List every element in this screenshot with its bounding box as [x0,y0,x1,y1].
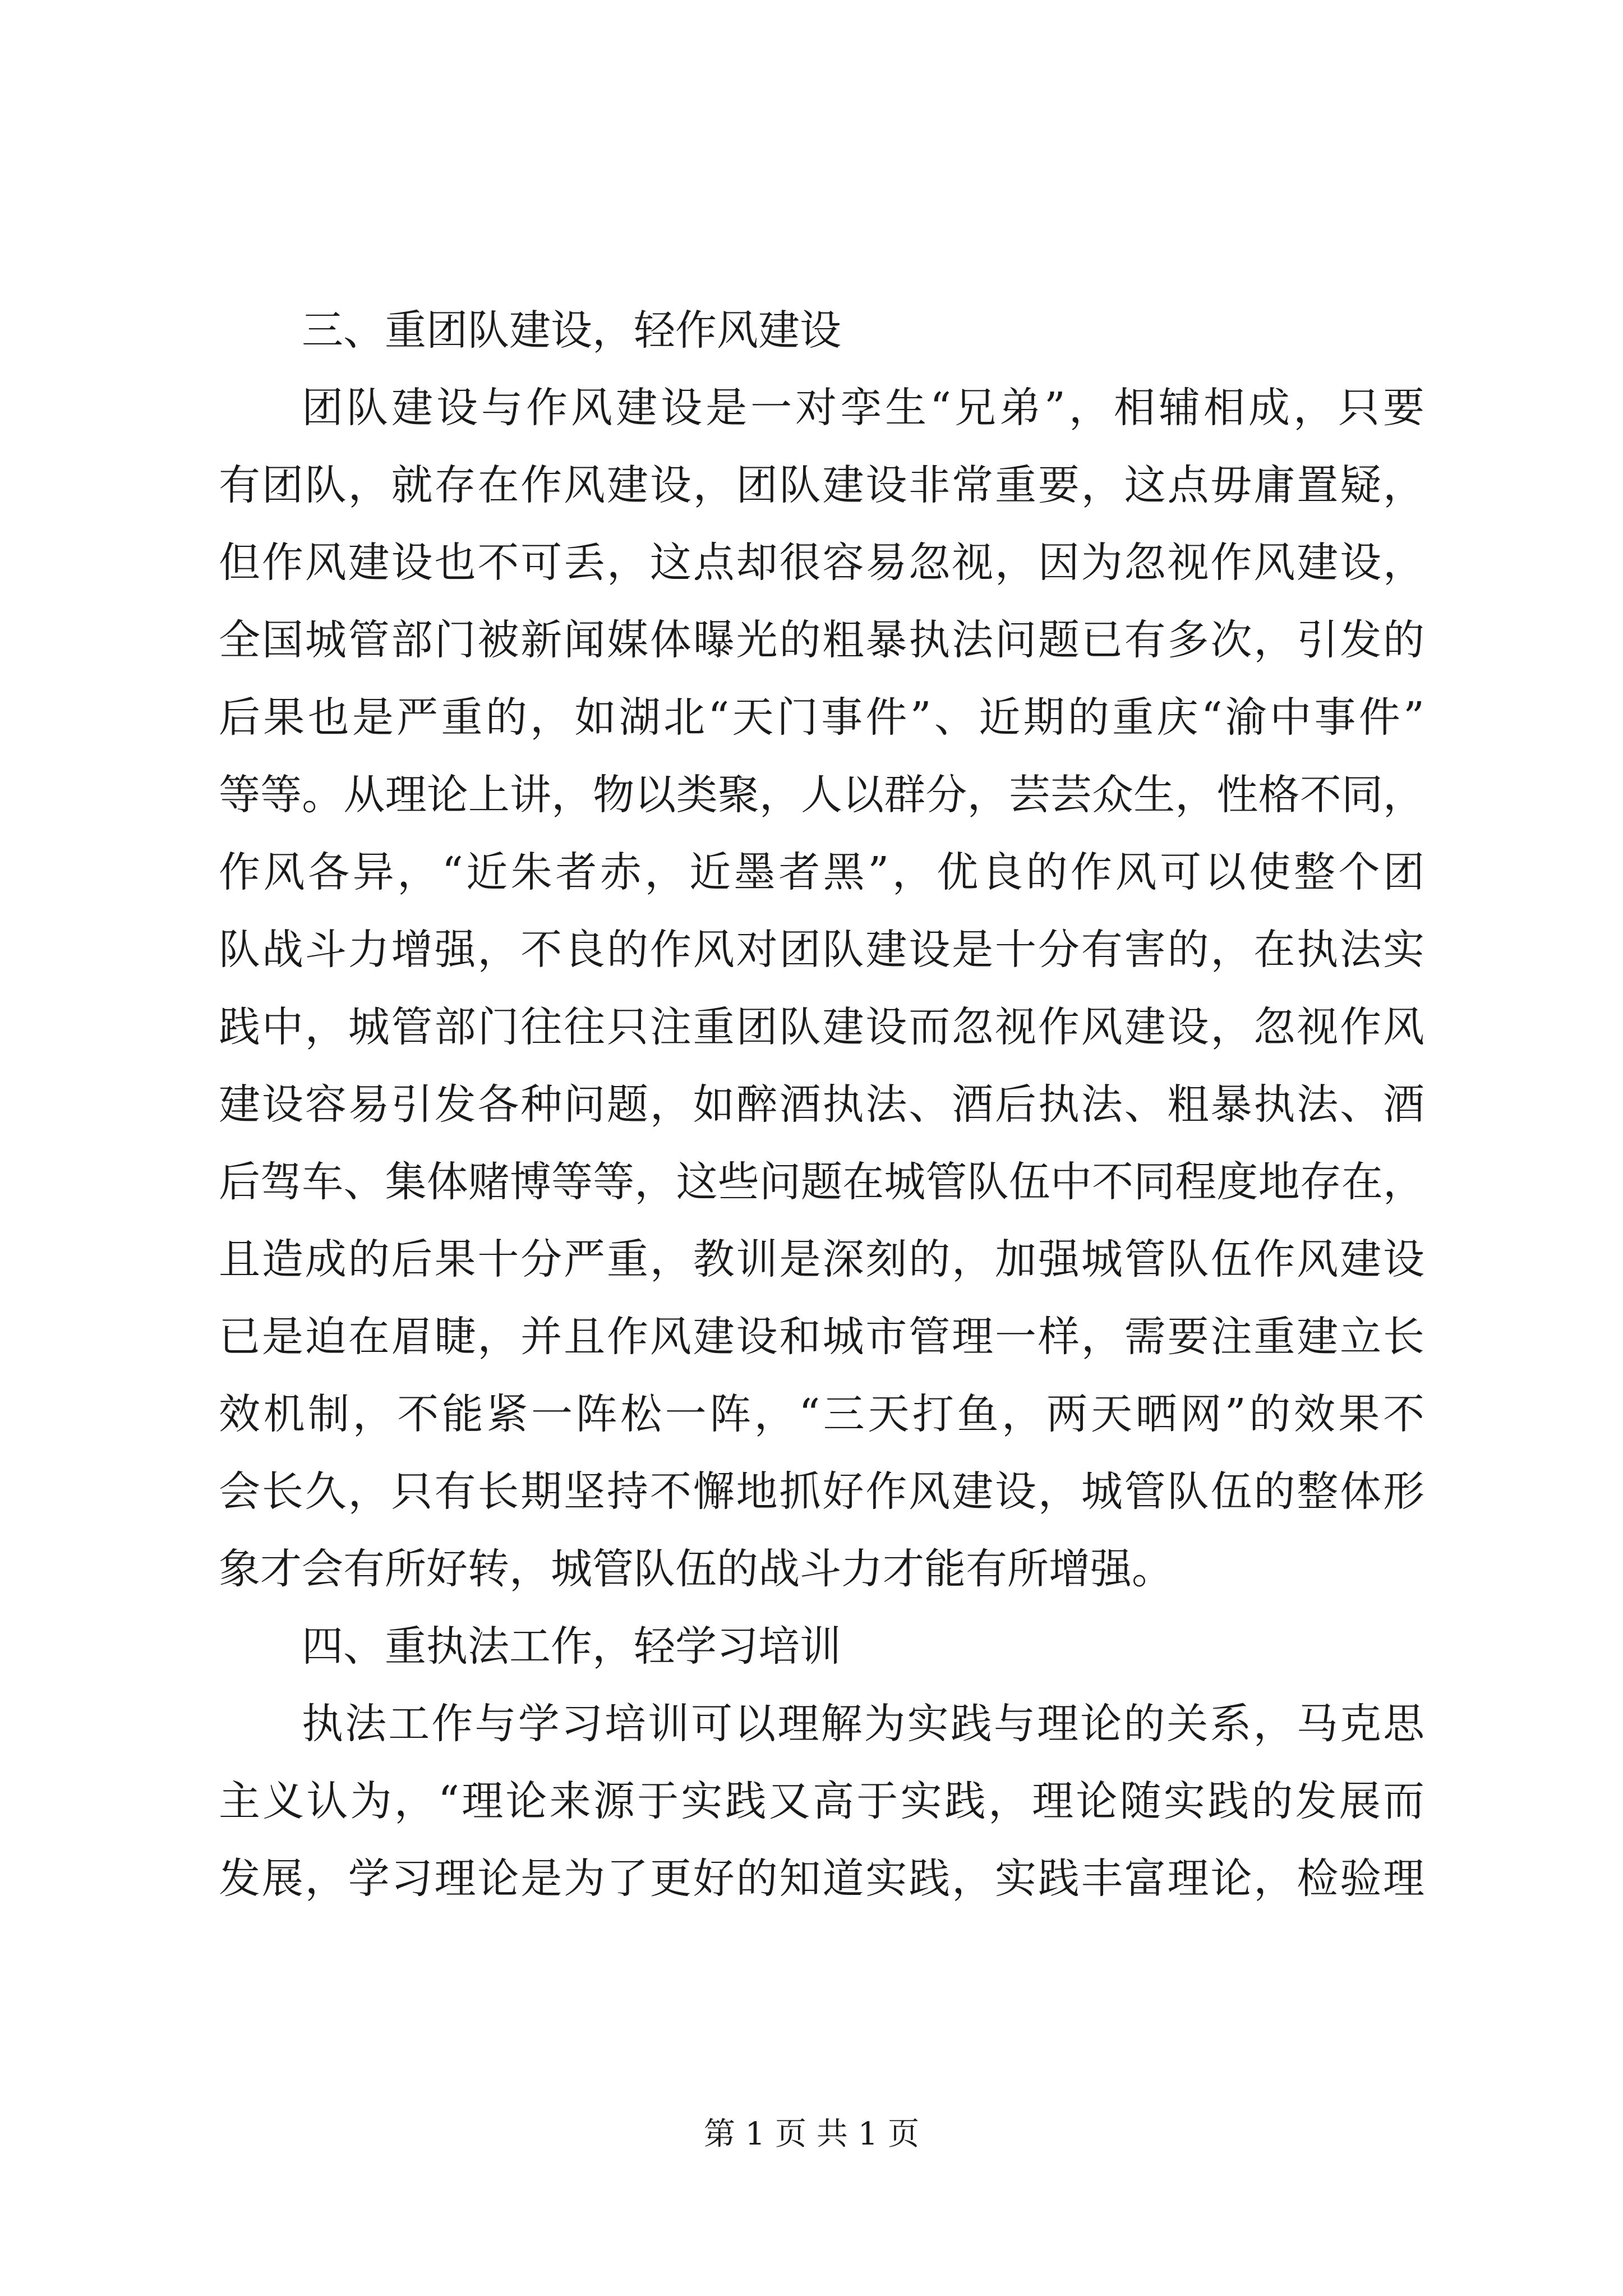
section-heading: 四、重执法工作，轻学习培训 [302,1622,841,1671]
paragraph-line: 效机制，不能紧一阵松一阵，“三天打鱼，两天晒网”的效果不 [219,1390,1424,1438]
paragraph-line: 践中，城管部门往往只注重团队建设而忽视作风建设，忽视作风 [219,1003,1424,1051]
paragraph-line: 且造成的后果十分严重，教训是深刻的，加强城管队伍作风建设 [219,1235,1424,1283]
paragraph-line: 主义认为，“理论来源于实践又高于实践，理论随实践的发展而 [219,1777,1424,1825]
paragraph-line: 但作风建设也不可丢，这点却很容易忽视，因为忽视作风建设， [219,539,1424,587]
paragraph-line: 队战斗力增强，不良的作风对团队建设是十分有害的，在执法实 [219,926,1424,974]
paragraph-line: 象才会有所好转，城管队伍的战斗力才能有所增强。 [219,1545,1173,1593]
paragraph-line: 会长久，只有长期坚持不懈地抓好作风建设，城管队伍的整体形 [219,1467,1424,1516]
paragraph-line: 全国城管部门被新闻媒体曝光的粗暴执法问题已有多次，引发的 [219,616,1424,664]
document-body [219,292,1424,1917]
paragraph-line: 作风各异，“近朱者赤，近墨者黑”，优良的作风可以使整个团 [219,848,1424,896]
paragraph-line: 后果也是严重的，如湖北“天门事件”、近期的重庆“渝中事件” [219,693,1424,742]
paragraph-line: 发展，学习理论是为了更好的知道实践，实践丰富理论，检验理 [219,1855,1424,1903]
paragraph-line: 执法工作与学习培训可以理解为实践与理论的关系，马克思 [302,1700,1424,1748]
section-heading: 三、重团队建设，轻作风建设 [302,306,841,355]
page-footer: 第 1 页 共 1 页 [703,2116,920,2152]
paragraph-line: 已是迫在眉睫，并且作风建设和城市管理一样，需要注重建立长 [219,1313,1424,1361]
paragraph-line: 等等。从理论上讲，物以类聚，人以群分，芸芸众生，性格不同， [219,771,1424,819]
paragraph-line: 后驾车、集体赌博等等，这些问题在城管队伍中不同程度地存在， [219,1158,1424,1206]
paragraph-line: 建设容易引发各种问题，如醉酒执法、酒后执法、粗暴执法、酒 [219,1080,1424,1129]
paragraph-line: 团队建设与作风建设是一对孪生“兄弟”，相辅相成，只要 [302,384,1424,432]
paragraph-line: 有团队，就存在作风建设，团队建设非常重要，这点毋庸置疑， [219,461,1424,509]
